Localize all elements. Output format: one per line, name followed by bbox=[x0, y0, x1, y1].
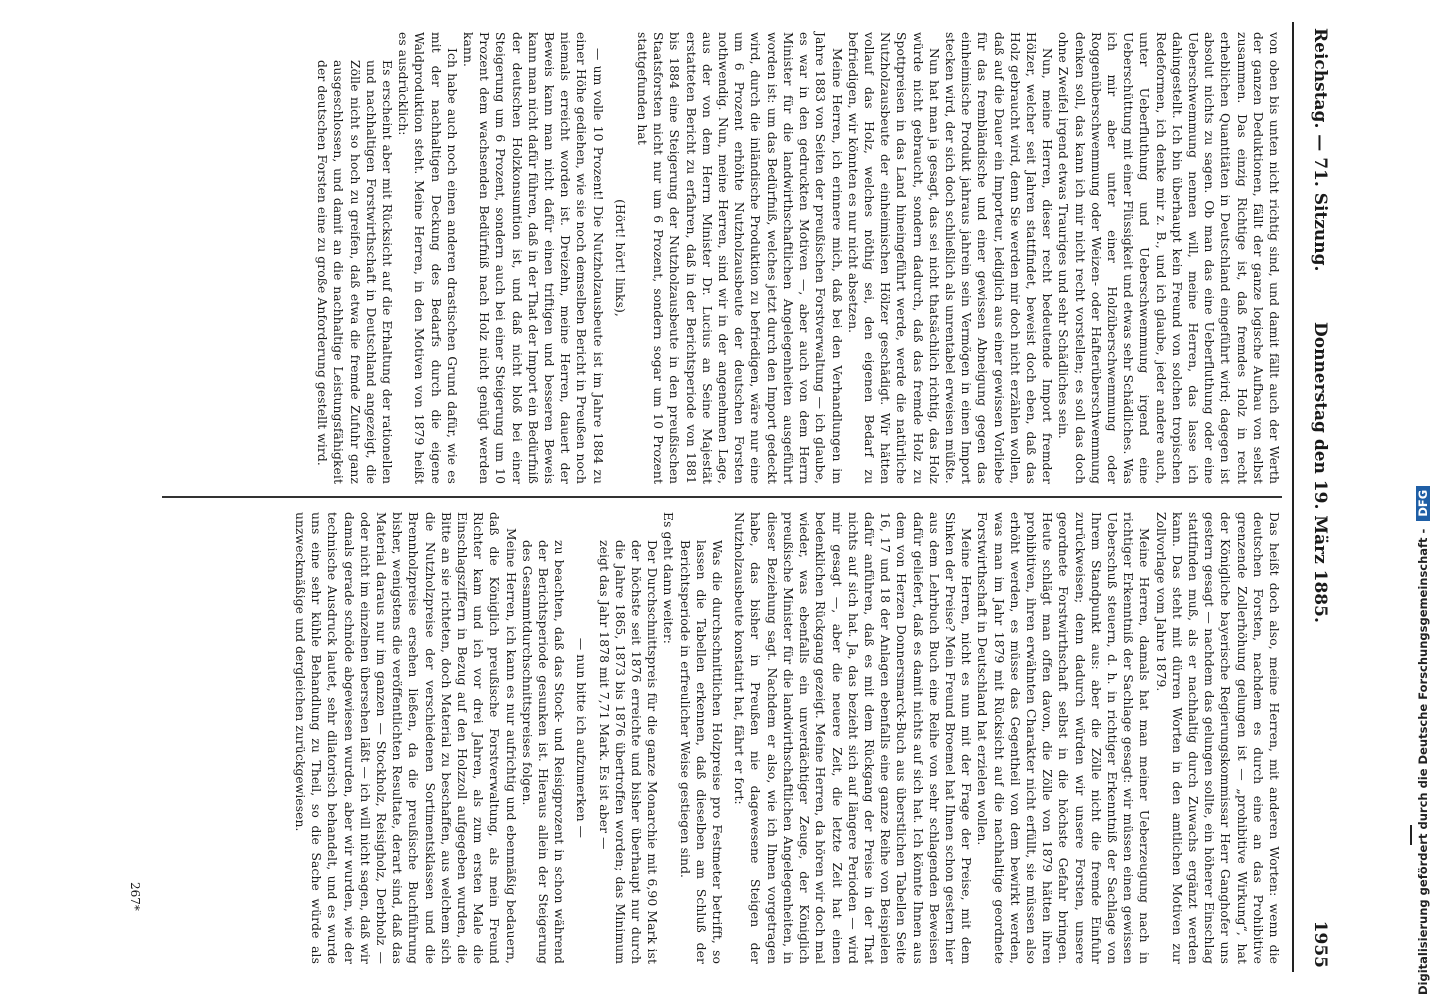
quotation: Der Durchschnittspreis für die ganze Monarchie mit 6,90 Mark ist der höchste seit 1876 erreichte und bisher überhaupt nur durch die Jahre 1865, 1873 bis 1876 übertroffen worden; das Minimum zeigt das Jahr 1878 mit 7,71 Mark. Es ist aber — bbox=[596, 540, 660, 964]
paragraph: von oben bis unten nicht richtig sind, und damit fällt auch der Werth der ganzen Deduktionen, fällt der ganze logische Aufbau von selbst zusammen. Das einzig Richtige ist, daß fremdes Holz in recht erheblichen Quantitäten in Deutschland eingeführt wird; dagegen ist absolut nichts zu sagen. Ob man das eine Ueberfluthung oder eine Ueberschwemmung nennen will, meine Herren, das lasse ich dahingestellt. Ich bin überhaupt kein Freund von solchen tropischen Redeformen, ich denke mir z. B., und ich glaube, jeder andere auch, unter Ueberfluthung und Ueberschwemmung irgend eine Ueberschüttung mit einer Flüssigkeit und etwas sehr Schädliches. Was ich mir aber unter einer Holzüberschwemmung oder Roggenüberschwemmung oder Weizen- oder Hafterüberschwemmung denken soll, das kann ich mir nicht recht vorstellen; es soll das doch ohne Zweifel irgend etwas Trauriges und sehr Schädliches sein. bbox=[1056, 32, 1281, 484]
header-date: Donnerstag den 19. März 1885. bbox=[1310, 322, 1330, 623]
paragraph: Ich habe auch noch einen anderen drastischen Grund dafür, wie es mit der nachhaltigen Deckung des Bedarfs durch die eigene Waldproduktion steht. Meine Herren, in den Motiven von 1879 heißt es ausdrücklich: bbox=[396, 32, 459, 484]
paragraph: Das heißt doch also, meine Herren, mit anderen Worten: wenn die deutschen Forsten, nachdem es durch eine an das Prohibitive grenzende Zollerhöhung gelungen ist — „prohibitive Wirkung“, hat der Königliche bayerische Regierungskommissar Herr Ganghofer uns gestern gesagt — nachdem das gelungen sollte, ein höherer Einschlag stattfinden muß, als er nachhaltig durch Zuwachs ergänzt werden kann. Das steht mit dürren Worten in den amtlichen Motiven zur Zollvorlage vom Jahre 1879. bbox=[1153, 512, 1281, 964]
page-header bbox=[1292, 22, 1342, 972]
rotated-page bbox=[52, 22, 1342, 972]
signature-mark: 267* bbox=[128, 882, 142, 911]
paragraph: Meine Herren, damals hat man meiner Ueberzeugung nach in richtiger Erkenntniß der Sachlage gesagt: wir müssen einen gewissen Ueberschuß steuern, d. h. in richtiger Erkenntniß der Sachlage von Ihrem Standpunkt aus: aber die Zölle nicht die fremde Einfuhr zurückweisen; denn dadurch würden wir unsere Forsten, unsere geordnete Forstwirthschaft selbst in die höchste Gefahr bringen. Heute schlägt man offen davon, die Zölle von 1879 hätten ihren prohibitiven, ihren erwähnten Charakter nicht erfüllt, sie müssen also erhöht werden, es müsse das Gegentheil von dem bewirkt werden, was man im Jahr 1879 mit Rücksicht auf die nachhaltige geordnete Forstwirthschaft in Deutschland hat erzielen wollen. bbox=[975, 512, 1152, 964]
margin-mark bbox=[1410, 825, 1412, 845]
paragraph: — um volle 10 Prozent! Die Nutzholzausbeute ist im Jahre 1884 zu einer Höhe gediehen, wie sie noch demselben Bericht in Preußen noch niemals erreicht worden ist. Dreizehn, meine Herren, dauert der Beweis kann man nicht dafür einen triftigen und besseren Beweis kann man nicht dafür führen, daß in der That der Import ein Bedürfniß der deutschen Holzkonsumtion ist, und daß nicht bloß bei einer Steigerung um 6 Prozent, sondern auch bei einer Steigerung um 10 Prozent dem wachsenden Bedürfniß nach Holz nicht genügt werden kann. bbox=[461, 32, 605, 484]
quotation: zu beachten, daß das Stock- und Reisigprozent in schon während der Berichtsperiode gesunken ist. Hieraus allein der Steigerung des Gesammtdurchschnittspreises folgen. bbox=[519, 540, 567, 964]
digitization-credit bbox=[1416, 486, 1430, 995]
left-column bbox=[52, 32, 1282, 484]
interjection: — nun bitte ich aufzumerken — bbox=[574, 637, 589, 839]
credit-text: Digitalisierung gefördert durch die Deutsche Forschungsgemeinschaft - bbox=[1416, 528, 1430, 995]
paragraph: Meine Herren, nicht es nun mit der Frage der Preise, mit dem Sinken der Preise? Mein Freund Broemel hat Ihnen schon gestern hier aus dem Lehrbuch Buch eine Reihe von sehr schlagenden Beweisen dafür geliefert, daß es damit nichts auf sich hat. Ich könnte Ihnen aus dem von Herzen Donnersmarck-Buch aus überstlichen Tabellen Seite 16, 17 und 18 der Anlagen ebenfalls eine ganze Reihe von Beispielen dafür anführen, daß es mit dem Rückgang der Preise in der That nichts auf sich hat. Ja, das bezieht sich auf längere Perioden — wird mir gesagt —, aber die neuere Zeit, die letzte Zeit hat einen bedenklichen Rückgang gezeigt. Meine Herren, da hören wir doch mal wieder, was ebenfalls ein unverdächtiger Zeuge, der Königlich preußische Minister für die landwirthschaftlichen Angelegenheiten, in dieser Beziehung sagt. Nachdem er also, wie ich Ihnen vorgetragen habe, das bisher in Preußen nie dagewesene Steigen der Nutzholzausbeute konstatirt hat, fährt er fort: bbox=[732, 512, 974, 964]
column-divider bbox=[162, 496, 1282, 498]
page-number: 1955 bbox=[1310, 920, 1330, 968]
quotation: Was die durchschnittlichen Holzpreise pro Festmeter betrifft, so lassen die Tabellen erkennen, daß dieselben am Schluß der Berichtsperiode in erfreulicher Weise gestiegen sind. bbox=[677, 540, 725, 964]
paragraph: Meine Herren, ich kann es nur aufrichtig und ebenmäßig bedauern, daß die Königlich preußische Forstverwaltung, als mein Freund Richter kam und ich vor drei Jahren, als zum ersten Male die Einschlagsziffern in Bezug auf den Holzzoll aufgegeben wurden, die Bitte an sie richteten, doch Material zu beschaffen, aus welchem sich die Nutzholzpreise der verschiedenen Sortimentsklassen und die Brennholzpreise ersehen ließen, da die preußische Buchführung bisher, wenigstens die veröffentlichten Resultate, derart sind, daß das Material daraus nur im ganzen — Stockholz, Reisigholz, Derbholz — oder nicht im einzelnen übersehen läßt — ich will nicht sagen, daß wir damals gerade schnöde abgewiesen wurden, aber wir wurden, wie der technische Ausdruck lautet, sehr dilatorisch behandelt, und es wurde uns eine sehr kühle Behandlung zu Theil, so die Sache würde als unzweckmäßige und dergleichen zurückgewiesen. bbox=[293, 512, 518, 964]
interjection: (Hört! hört! links), bbox=[612, 199, 627, 317]
paragraph: Nun hat man ja gesagt, das sei nicht thatsächlich richtig, das Holz würde nicht gebraucht, sondern dadurch, daß das fremde Holz zu Spottpreisen in das Land hineingeführt werde, werde die natürliche Nutzholzausbeute der einheimischen Hölzer geschädigt. Wir hätten vollauf das Holz, welches nöthig sei, den eigenen Bedarf zu befriedigen, wir könnten es nur nicht absetzen. bbox=[845, 32, 941, 484]
dfg-logo: DFG bbox=[1416, 486, 1430, 521]
paragraph: Nun, meine Herren, dieser recht bedeutende Import fremder Hölzer, welcher seit Jahren stattfindet, beweist doch eben, daß das Holz gebraucht wird, denn Sie werden mir doch nicht erzählen wollen, daß auf die Dauer ein Importeur, lediglich aus einer gewissen Vorliebe für das frembländische und einer gewissen Abneigung gegen das einheimische Produkt jahraus jahrein sein Vermögen in einen Import stecken wird, der sich doch schließlich als unrentabel erweisen müßte. bbox=[942, 32, 1055, 484]
quotation: Es erscheint aber mit Rücksicht auf die Erhaltung der rationellen und nachhaltigen Forstwirthschaft in Deutschland angezeigt, die Zölle nicht so hoch zu greifen, daß etwa die fremde Zufuhr ganz ausgeschlossen, und damit an die nachhaltige Leistungsfähigkeit der deutschen Forsten eine zu große Anforderung gestellt wird. bbox=[315, 60, 395, 484]
paragraph: Meine Herren, ich erinnere mich, daß bei den Verhandlungen im Jahre 1883 von Seiten der preußischen Forstverwaltung — ich glaube, es war in den gedruckten Motiven —, aber auch von dem Herrn Minister für die landwirthschaftlichen Angelegenheiten ausgeführt worden ist: um das Bedürfniß, welches jetzt durch den Import gedeckt wird, durch die inländische Produktion zu befriedigen, wäre nur eine um 6 Prozent erhöhte Nutzholzausbeute der deutschen Forsten nothwendig. Nun, meine Herren, sind wir in der angenehmen Lage, aus der von dem Herrn Minister Dr. Lucius an Seine Majestät erstatteten Bericht zu erfahren, daß in der Berichtsperiode von 1881 bis 1884 eine Steigerung der Nutzholzausbeute in den preußischen Staatsforsten nicht nur um 6 Prozent, sondern sogar um 10 Prozent stattgefunden hat bbox=[635, 32, 844, 484]
header-title: Reichstag. — 71. Sitzung. bbox=[1310, 28, 1330, 272]
paragraph: Es geht dann weiter: bbox=[661, 512, 676, 645]
right-column bbox=[52, 512, 1282, 964]
